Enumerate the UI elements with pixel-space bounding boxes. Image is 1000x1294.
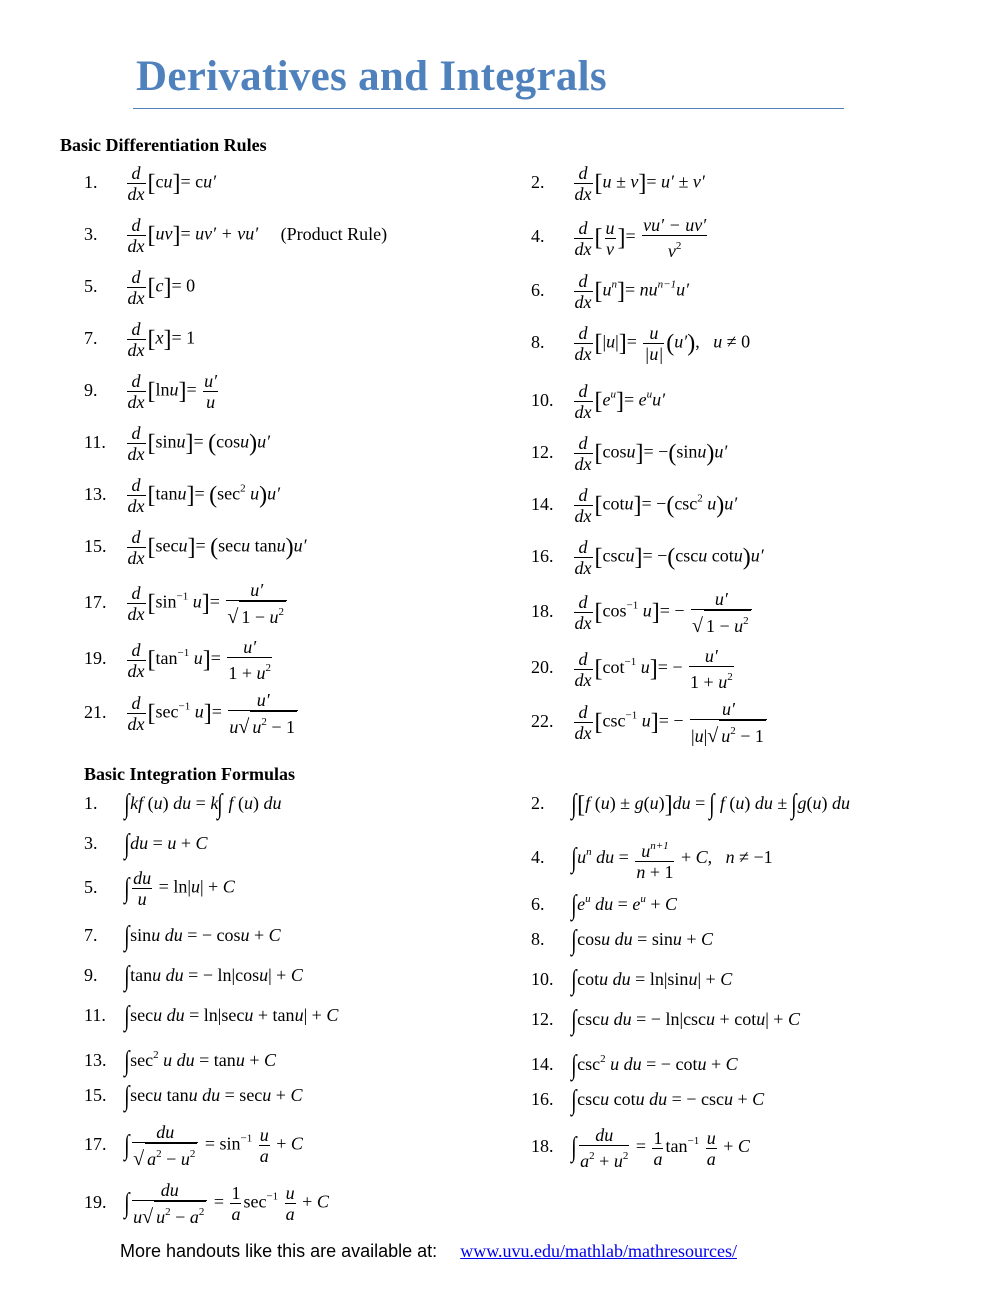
rule-number: 17. (84, 591, 107, 612)
diff-rule-3: 3. $\frac{d}{dx}$ [uv]= uv′ + vu′ (Product Rule) (84, 215, 388, 256)
int-formula-4: 4. $\int u^n$ du = $\frac{u^{n+1}}{n + 1}$ + C, n ≠ −1 (531, 836, 773, 882)
diff-rule-21: 21. $\frac{d}{dx}$ [$\sec^{-1}$ u]= $\frac{u'}{u√ u^2 - 1}$ (84, 690, 300, 737)
diff-rule-14: 14. $\frac{d}{dx}$ $[\cot u]= -(\csc^2$ u)u′ (531, 485, 738, 526)
int-formula-8: 8. ∫cosu du = sinu + C (531, 924, 714, 956)
rule-number: 18. (531, 1136, 554, 1157)
int-formula-15: 15. ∫secu tanu du = secu + C (84, 1080, 303, 1112)
rule-number: 19. (84, 1191, 107, 1212)
int-formula-5: 5. ∫ $\frac{du}{u}$ = ln|u| + C (84, 868, 235, 909)
diff-rule-17: 17. $\frac{d}{dx}$ [$\sin^{-1}$ u]= $\frac{u'}{√ 1 - u^2}$ (84, 580, 289, 627)
diff-rule-11: 11. $\frac{d}{dx}$ [sinu]= (cosu)u′ (84, 423, 271, 464)
differentiation-heading: Basic Differentiation Rules (60, 135, 267, 155)
title-underline (133, 108, 844, 109)
rule-number: 14. (531, 493, 554, 514)
rule-number: 15. (84, 535, 107, 556)
rule-number: 6. (531, 279, 545, 300)
rule-number: 9. (84, 965, 98, 985)
integration-heading: Basic Integration Formulas (84, 764, 295, 784)
int-formula-11: 11. ∫secu du = ln|secu + tanu| + C (84, 1000, 339, 1032)
diff-rule-7: 7. $\frac{d}{dx}$ [x]= 1 (84, 319, 196, 360)
rule-number: 8. (531, 331, 545, 352)
diff-rule-13: 13. $\frac{d}{dx}$ $[\tan u]= (\sec^2$ u)u′ (84, 475, 281, 516)
int-formula-17: 17. ∫ $\frac{du}{√ a^2 - u^2}$ = $\sin^{-1}$ $\frac{u}{a}$ + C (84, 1122, 303, 1170)
rule-number: 12. (531, 1009, 554, 1029)
rule-number: 3. (84, 833, 98, 853)
diff-rule-19: 19. $\frac{d}{dx}$ [$\tan^{-1}$ u]= $\frac{u'}{1 + u^2}$ (84, 637, 272, 683)
rule-number: 21. (84, 701, 107, 722)
int-formula-19: 19. ∫ $\frac{du}{u√ u^2 - a^2}$ = $\frac{1}{a}$ $\sec^{-1}$ $\frac{u}{a}$ + C (84, 1180, 329, 1228)
footer (120, 1241, 737, 1262)
rule-number: 3. (84, 223, 98, 244)
diff-rule-6: 6. $\frac{d}{dx}$ $[u^n]= nu^{n-1}u'$ (531, 271, 690, 312)
rule-number: 13. (84, 483, 107, 504)
rule-number: 2. (531, 171, 545, 192)
rule-number: 7. (84, 925, 98, 945)
int-formula-13: 13. $\int\sec^2$ u du = tanu + C (84, 1045, 276, 1077)
int-formula-7: 7. ∫sinu du = − cosu + C (84, 920, 281, 952)
rule-number: 4. (531, 226, 545, 247)
page-title: Derivatives and Integrals (136, 53, 607, 100)
int-formula-9: 9. ∫tanu du = − ln|cosu| + C (84, 960, 303, 992)
rule-number: 5. (84, 275, 98, 296)
diff-rule-1: 1. $\frac{d}{dx}$ [cu]= cu′ (84, 163, 217, 204)
rule-number: 15. (84, 1085, 107, 1105)
diff-rule-12: 12. $\frac{d}{dx}$ [cosu]= −(sinu)u′ (531, 433, 728, 474)
diff-rule-8: 8. $\frac{d}{dx}$ [|u|]= $\frac{u}{|u|}$ (u′), u ≠ 0 (531, 323, 751, 364)
rule-number: 7. (84, 327, 98, 348)
diff-rule-9: 9. $\frac{d}{dx}$ [lnu]= $\frac{u'}{u}$ (84, 371, 218, 412)
rule-number: 22. (531, 710, 554, 731)
rule-number: 4. (531, 847, 545, 868)
diff-rule-5: 5. $\frac{d}{dx}$ [c]= 0 (84, 267, 196, 308)
rule-number: 16. (531, 1089, 554, 1109)
int-formula-14: 14. $\int\csc^2$ u du = − cotu + C (531, 1049, 738, 1081)
rule-number: 20. (531, 657, 554, 678)
diff-rule-15: 15. $\frac{d}{dx}$ [secu]= (secu tanu)u′ (84, 527, 307, 568)
rule-number: 11. (84, 1005, 106, 1025)
rule-number: 12. (531, 441, 554, 462)
rule-number: 2. (531, 793, 545, 813)
mathlab-resources-link[interactable]: www.uvu.edu/mathlab/mathresources/ (460, 1241, 737, 1261)
int-formula-18: 18. ∫ $\frac{du}{a^2 + u^2}$ = $\frac{1}{a}$ $\tan^{-1}$ $\frac{u}{a}$ + C (531, 1125, 750, 1171)
int-formula-3: 3. ∫du = u + C (84, 828, 208, 860)
int-formula-10: 10. ∫cotu du = ln|sinu| + C (531, 964, 733, 996)
int-formula-1: 1. ∫kf (u) du = k∫ f (u) du (84, 788, 282, 820)
rule-number: 9. (84, 379, 98, 400)
rule-number: 16. (531, 545, 554, 566)
rule-number: 6. (531, 894, 545, 914)
diff-rule-2: 2. $\frac{d}{dx}$ [u ± v]= u′ ± v′ (531, 163, 705, 204)
rule-number: 19. (84, 648, 107, 669)
rule-number: 1. (84, 171, 98, 192)
rule-number: 14. (531, 1054, 554, 1074)
rule-number: 10. (531, 969, 554, 989)
diff-rule-20: 20. $\frac{d}{dx}$ [$\cot^{-1}$ u]= − $\frac{u'}{1 + u^2}$ (531, 646, 733, 692)
diff-rule-10: 10. $\frac{d}{dx}$ $[e^u]= e^uu'$ (531, 381, 666, 422)
rule-number: 18. (531, 600, 554, 621)
rule-number: 1. (84, 793, 98, 813)
int-formula-2: 2. ∫[f (u) ± g(u)]du = ∫ f (u) du ± ∫g(u) du (531, 788, 850, 820)
diff-rule-22: 22. $\frac{d}{dx}$ [$\csc^{-1}$ u]= − $\frac{u'}{|u|√ u^2 - 1}$ (531, 699, 769, 746)
product-rule-note: (Product Rule) (280, 223, 388, 244)
int-formula-12: 12. ∫cscu du = − ln|cscu + cotu| + C (531, 1004, 800, 1036)
footer-text: More handouts like this are available at: (120, 1241, 438, 1261)
rule-number: 10. (531, 389, 554, 410)
rule-number: 8. (531, 929, 545, 949)
diff-rule-18: 18. $\frac{d}{dx}$ [$\cos^{-1}$ u]= − $\frac{u'}{√ 1 - u^2}$ (531, 589, 754, 636)
int-formula-16: 16. ∫cscu cotu du = − cscu + C (531, 1084, 765, 1116)
int-formula-6: 6. $\int e^u$ du = $e^u + C$ (531, 889, 677, 921)
rule-number: 17. (84, 1133, 107, 1154)
rule-number: 11. (84, 431, 106, 452)
rule-number: 5. (84, 876, 98, 897)
diff-rule-4: 4. $\frac{d}{dx}$ [ $\frac{u}{v}$ ]= $\frac{vu' - uv'}{v^2}$ (531, 215, 707, 261)
rule-number: 13. (84, 1050, 107, 1070)
diff-rule-16: 16. $\frac{d}{dx}$ [cscu]= −(cscu cotu)u′ (531, 537, 764, 578)
